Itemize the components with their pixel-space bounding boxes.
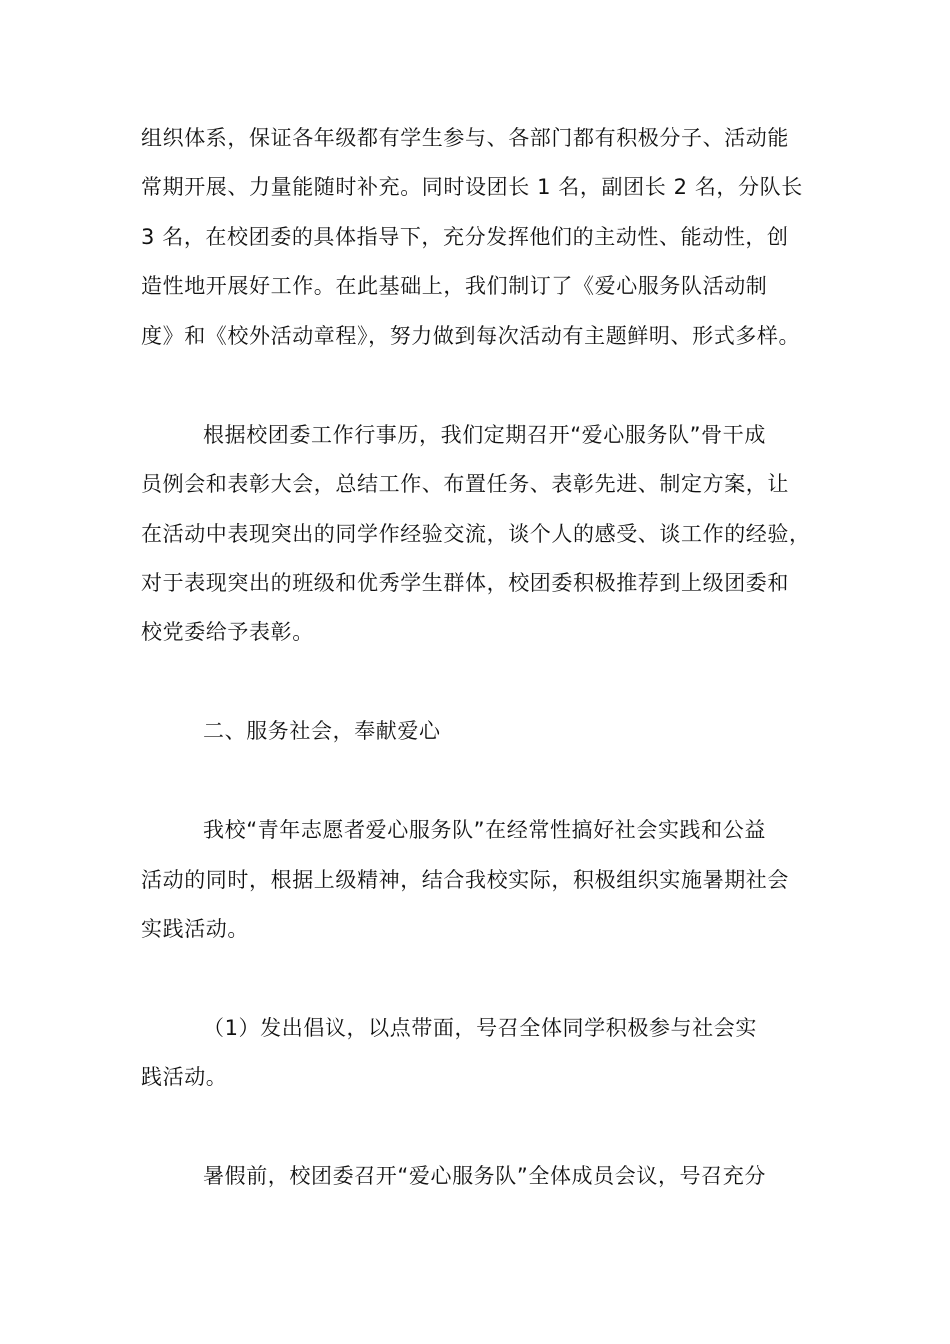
paragraph-1-line-4: 造性地开展好工作。在此基础上，我们制订了《爱心服务队活动制 [141,274,768,298]
paragraph-3-line-3: 实践活动。 [141,917,249,941]
section-heading: 二、服务社会，奉献爱心 [203,719,441,743]
paragraph-2-line-2: 员例会和表彰大会，总结工作、布置任务、表彰先进、制定方案，让 [141,472,789,496]
paragraph-2-line-3: 在活动中表现突出的同学作经验交流，谈个人的感受、谈工作的经验， [141,522,811,546]
paragraph-3-line-2: 活动的同时，根据上级精神，结合我校实际，积极组织实施暑期社会 [141,868,789,892]
paragraph-4-line-1: （1）发出倡议，以点带面，号召全体同学积极参与社会实 [203,1016,757,1040]
paragraph-2-line-1: 根据校团委工作行事历，我们定期召开“爱心服务队”骨干成 [203,423,766,447]
paragraph-2-line-4: 对于表现突出的班级和优秀学生群体，校团委积极推荐到上级团委和 [141,571,789,595]
paragraph-1-line-1: 组织体系，保证各年级都有学生参与、各部门都有积极分子、活动能 [141,126,789,150]
paragraph-2-line-5: 校党委给予表彰。 [141,620,314,644]
paragraph-1-line-5: 度》和《校外活动章程》，努力做到每次活动有主题鲜明、形式多样。 [141,324,801,348]
paragraph-4-line-2: 践活动。 [141,1065,228,1089]
paragraph-1-line-2: 常期开展、力量能随时补充。同时设团长 1 名，副团长 2 名，分队长 [141,175,803,199]
paragraph-5-line-1: 暑假前，校团委召开“爱心服务队”全体成员会议，号召充分 [203,1164,766,1188]
paragraph-1-line-3: 3 名，在校团委的具体指导下，充分发挥他们的主动性、能动性，创 [141,225,789,249]
paragraph-3-line-1: 我校“青年志愿者爱心服务队”在经常性搞好社会实践和公益 [203,818,766,842]
